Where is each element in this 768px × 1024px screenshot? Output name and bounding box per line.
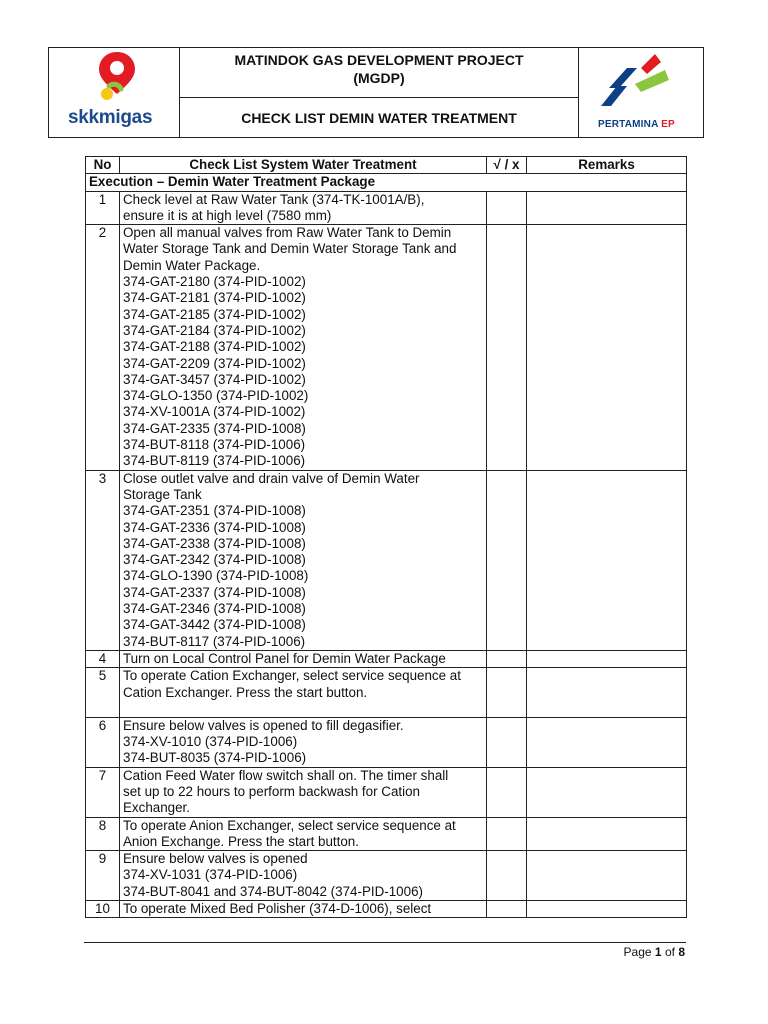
item-line: Close outlet valve and drain valve of Demin Water (123, 470, 420, 486)
table-row (86, 668, 687, 718)
item-line: 374-BUT-8118 (374-PID-1006) (123, 437, 306, 453)
header-mark: √ / x (487, 157, 527, 174)
item-line: 374-GLO-1390 (374-PID-1008) (123, 568, 309, 584)
header-no: No (86, 157, 120, 174)
document-header (48, 47, 704, 138)
item-line: 374-XV-1001A (374-PID-1002) (123, 404, 306, 420)
item-line: 374-GAT-2335 (374-PID-1008) (123, 420, 306, 436)
row-number: 9 (86, 851, 120, 901)
item-line: 374-GAT-2209 (374-PID-1002) (123, 355, 306, 371)
row-checklist-item (120, 767, 487, 817)
row-remarks-cell[interactable] (527, 901, 687, 918)
item-line: Ensure below valves is opened (123, 851, 308, 867)
item-line: 374-GAT-2185 (374-PID-1002) (123, 306, 306, 322)
table-row (86, 225, 687, 470)
item-line: To operate Mixed Bed Polisher (374-D-1006), select (123, 901, 432, 917)
project-code: (MGDP) (353, 70, 405, 86)
header-item: Check List System Water Treatment (120, 157, 487, 174)
item-line: set up to 22 hours to perform backwash for Cation (123, 783, 420, 799)
row-remarks-cell[interactable] (527, 650, 687, 667)
row-number: 7 (86, 767, 120, 817)
item-line: To operate Cation Exchanger, select service sequence at (123, 668, 461, 684)
row-check-mark-cell[interactable] (487, 851, 527, 901)
item-line: 374-XV-1031 (374-PID-1006) (123, 867, 298, 883)
item-line: Ensure below valves is opened to fill degasifier. (123, 717, 404, 733)
page-total: 8 (678, 945, 685, 959)
row-remarks-cell[interactable] (527, 470, 687, 650)
table-row (86, 650, 687, 667)
header-remarks: Remarks (527, 157, 687, 174)
item-line: 374-GAT-2342 (374-PID-1008) (123, 552, 306, 568)
row-check-mark-cell[interactable] (487, 650, 527, 667)
row-check-mark-cell[interactable] (487, 668, 527, 718)
footer-divider (84, 942, 686, 943)
item-line: 374-GAT-2180 (374-PID-1002) (123, 274, 306, 290)
table-row (86, 470, 687, 650)
row-remarks-cell[interactable] (527, 717, 687, 767)
table-row (86, 767, 687, 817)
item-line: Storage Tank (123, 486, 202, 502)
row-remarks-cell[interactable] (527, 191, 687, 225)
row-remarks-cell[interactable] (527, 851, 687, 901)
row-number: 10 (86, 901, 120, 918)
item-line: 374-GAT-2338 (374-PID-1008) (123, 535, 306, 551)
item-line: 374-GLO-1350 (374-PID-1002) (123, 388, 309, 404)
checklist-table (85, 156, 687, 918)
item-line: Anion Exchange. Press the start button. (123, 833, 359, 849)
row-checklist-item (120, 901, 487, 918)
item-line: Cation Exchanger. Press the start button. (123, 684, 368, 700)
title-block (180, 48, 578, 137)
row-checklist-item (120, 668, 487, 718)
pertamina-name: PERTAMINA (598, 119, 659, 130)
skkmigas-logo (49, 48, 180, 137)
table-header-row (86, 157, 687, 174)
document-title: CHECK LIST DEMIN WATER TREATMENT (241, 110, 517, 126)
item-line: 374-GAT-3442 (374-PID-1008) (123, 617, 306, 633)
row-checklist-item (120, 817, 487, 851)
item-line: 374-GAT-2188 (374-PID-1002) (123, 339, 306, 355)
page-number (624, 945, 685, 959)
page-of: of (664, 945, 675, 959)
item-line: Exchanger. (123, 800, 190, 816)
item-line: 374-GAT-2181 (374-PID-1002) (123, 290, 306, 306)
row-number: 5 (86, 668, 120, 718)
item-line: Open all manual valves from Raw Water Tank to Demin (123, 225, 452, 241)
row-remarks-cell[interactable] (527, 668, 687, 718)
row-number: 2 (86, 225, 120, 470)
row-checklist-item (120, 225, 487, 470)
item-line: To operate Anion Exchanger, select service sequence at (123, 817, 456, 833)
pertamina-emblem-icon (579, 48, 701, 114)
table-row (86, 851, 687, 901)
item-line: 374-BUT-8035 (374-PID-1006) (123, 750, 307, 766)
table-row (86, 717, 687, 767)
row-check-mark-cell[interactable] (487, 717, 527, 767)
row-number: 1 (86, 191, 120, 225)
row-checklist-item (120, 470, 487, 650)
item-line: 374-GAT-2351 (374-PID-1008) (123, 503, 306, 519)
item-line: 374-GAT-3457 (374-PID-1002) (123, 371, 306, 387)
item-line: 374-BUT-8117 (374-PID-1006) (123, 633, 306, 649)
row-checklist-item (120, 650, 487, 667)
item-line: 374-GAT-2184 (374-PID-1002) (123, 322, 306, 338)
item-line: Cation Feed Water flow switch shall on. The timer shall (123, 767, 449, 783)
item-line: 374-BUT-8041 and 374-BUT-8042 (374-PID-1006) (123, 883, 423, 899)
row-check-mark-cell[interactable] (487, 901, 527, 918)
row-checklist-item (120, 851, 487, 901)
item-line: 374-GAT-2336 (374-PID-1008) (123, 519, 306, 535)
row-checklist-item (120, 717, 487, 767)
table-row (86, 191, 687, 225)
page-current: 1 (654, 945, 662, 959)
row-check-mark-cell[interactable] (487, 470, 527, 650)
row-check-mark-cell[interactable] (487, 767, 527, 817)
row-number: 6 (86, 717, 120, 767)
row-number: 4 (86, 650, 120, 667)
row-number: 3 (86, 470, 120, 650)
table-row (86, 901, 687, 918)
table-row (86, 817, 687, 851)
row-remarks-cell[interactable] (527, 767, 687, 817)
item-line: Water Storage Tank and Demin Water Storage Tank and (123, 241, 457, 257)
item-line: 374-GAT-2337 (374-PID-1008) (123, 584, 306, 600)
item-line: ensure it is at high level (7580 mm) (123, 207, 332, 223)
pertamina-logo (578, 48, 703, 137)
item-line: 374-BUT-8119 (374-PID-1006) (123, 453, 306, 469)
row-checklist-item (120, 191, 487, 225)
section-row (86, 174, 687, 191)
section-title: Execution – Demin Water Treatment Package (86, 174, 687, 191)
project-title: MATINDOK GAS DEVELOPMENT PROJECT (234, 52, 524, 68)
item-line: Turn on Local Control Panel for Demin Water Package (123, 650, 446, 666)
item-line: 374-XV-1010 (374-PID-1006) (123, 734, 298, 750)
row-remarks-cell[interactable] (527, 817, 687, 851)
item-line: Check level at Raw Water Tank (374-TK-1001A/B), (123, 191, 425, 207)
row-number: 8 (86, 817, 120, 851)
row-check-mark-cell[interactable] (487, 225, 527, 470)
skkmigas-logo-text: skkmigas (68, 107, 153, 128)
row-check-mark-cell[interactable] (487, 817, 527, 851)
item-line: Demin Water Package. (123, 257, 261, 273)
item-line: 374-GAT-2346 (374-PID-1008) (123, 601, 306, 617)
page-label: Page (623, 945, 652, 959)
pertamina-ep: EP (661, 119, 675, 130)
pertamina-logo-text (598, 119, 675, 130)
row-check-mark-cell[interactable] (487, 191, 527, 225)
row-remarks-cell[interactable] (527, 225, 687, 470)
project-title-cell (180, 48, 578, 98)
